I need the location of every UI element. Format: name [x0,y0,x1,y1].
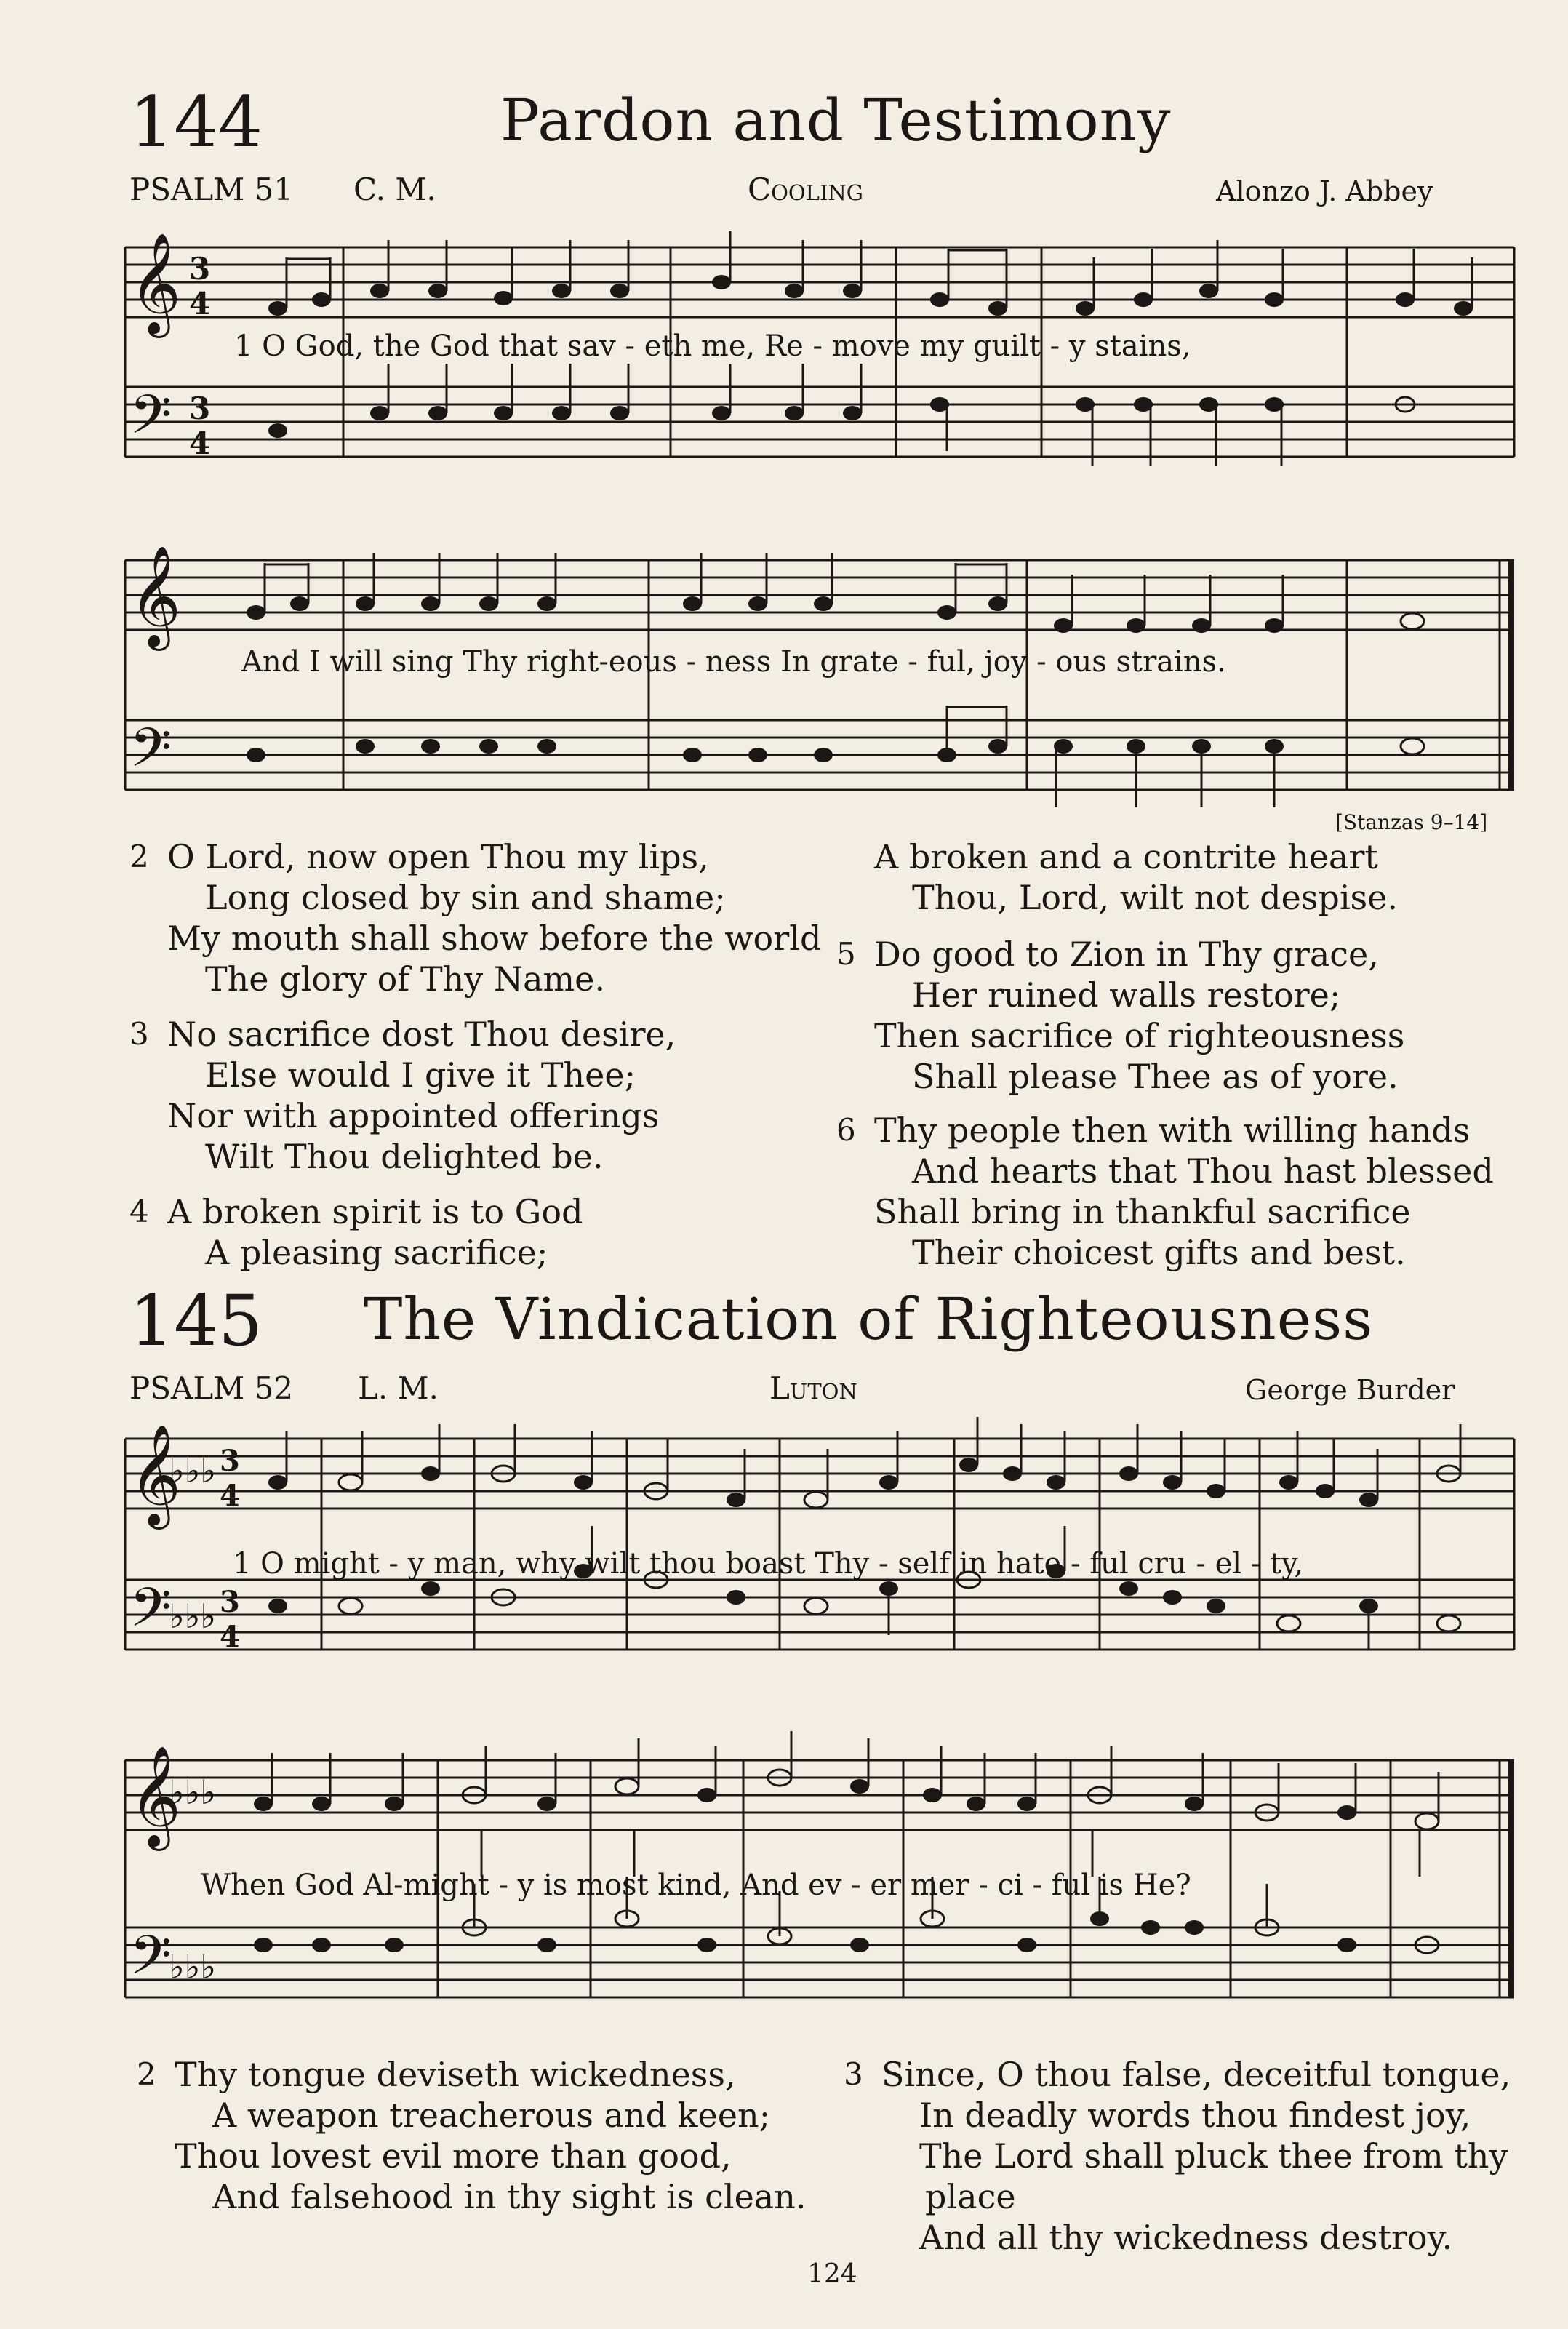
stanza-line: Thou, Lord, wilt not despise. [912,878,1399,917]
stanza-line: The glory of Thy Name. [205,959,606,999]
hymn-number: 144 [129,81,263,163]
svg-text:𝄞: 𝄞 [129,1424,181,1525]
stanza-line: The Lord shall pluck thee from thy [919,2136,1508,2176]
stanza-number: 6 [836,1112,856,1148]
svg-text:3: 3 [189,251,211,287]
composer-name: Alonzo J. Abbey [1216,175,1433,207]
stanza-line: Nor with appointed offerings [167,1096,660,1135]
stanza-line: A weapon treacherous and keen; [212,2096,771,2135]
stanza-line: And falsehood in thy sight is clean. [212,2177,807,2216]
stanza-number: 2 [137,2056,156,2092]
svg-text:𝄞: 𝄞 [129,1746,181,1847]
svg-text:4: 4 [220,1620,240,1654]
stanza-line: Shall bring in thankful sacrifice [874,1192,1411,1231]
stanza-line: A pleasing sacrifice; [205,1233,548,1272]
svg-text:♭♭♭: ♭♭♭ [169,1773,217,1812]
stanza-line: place [925,2177,1016,2216]
svg-text:♭♭♭: ♭♭♭ [169,1451,217,1490]
stanza-reference: [Stanzas 9–14] [1335,810,1488,834]
svg-text:3: 3 [220,1585,240,1619]
stanza-4-continued [874,836,1398,918]
stanza-line: A broken and a contrite heart [874,837,1378,876]
stanza-line: Since, O thou false, deceitful tongue, [881,2055,1511,2094]
stanza-number: 4 [129,1194,149,1229]
meter-label: C. M. [353,172,436,207]
svg-text:♭♭♭: ♭♭♭ [169,1947,217,1986]
stanza-line: And hearts that Thou hast blessed [912,1151,1494,1191]
lyric-line: 1 O God, the God that sav - eth me, Re - move my guilt - y stains, [234,329,1191,363]
svg-text:3: 3 [189,391,211,426]
lyric-line: And I will sing Thy right-eous - ness In grate - ful, joy - ous strains. [241,645,1226,679]
svg-text:𝄢: 𝄢 [129,1924,172,2000]
svg-text:4: 4 [189,286,211,321]
stanza-line: No sacrifice dost Thou desire, [167,1015,676,1054]
svg-text:4: 4 [220,1479,240,1513]
stanza-number: 3 [129,1016,149,1052]
stanza-line: Shall please Thee as of yore. [912,1057,1399,1096]
stanza-line: Thy people then with willing hands [874,1111,1471,1150]
lyric-line: When God Al-might - y is most kind, And ev - er mer - ci - ful is He? [201,1869,1191,1902]
stanza-line: Then sacrifice of righteousness [874,1016,1405,1055]
stanza-line: O Lord, now open Thou my lips, [167,837,709,876]
stanza-3 [844,2054,1511,2258]
stanza-number: 3 [844,2056,863,2092]
stanza-2 [129,836,822,999]
stanza-line: Wilt Thou delighted be. [205,1137,604,1176]
svg-text:4: 4 [189,426,211,461]
stanza-line: Do good to Zion in Thy grace, [874,935,1379,974]
stanza-number: 2 [129,839,149,874]
svg-text:𝄢: 𝄢 [129,1576,172,1653]
stanza-line: A broken spirit is to God [167,1192,583,1231]
stanza-line: Else would I give it Thee; [205,1055,636,1095]
stanza-line: And all thy wickedness destroy. [919,2218,1453,2257]
meter-label: L. M. [358,1370,439,1406]
psalm-label: PSALM 52 [129,1370,294,1406]
svg-text:𝄢: 𝄢 [129,716,172,793]
hymn-title: The Vindication of Righteousness [364,1285,1374,1353]
stanza-line: My mouth shall show before the world [167,919,822,958]
stanza-6 [836,1110,1494,1273]
tune-name: Luton [769,1370,857,1406]
stanza-number: 5 [836,936,856,972]
page-number: 124 [807,2259,857,2289]
svg-text:♭♭♭: ♭♭♭ [169,1597,217,1636]
stanza-4 [129,1191,583,1273]
svg-text:3: 3 [220,1444,240,1478]
stanza-line: Thou lovest evil more than good, [175,2136,732,2176]
stanza-line: Thy tongue deviseth wickedness, [175,2055,736,2094]
stanza-3 [129,1014,676,1177]
svg-text:𝄞: 𝄞 [129,233,181,334]
stanza-line: Long closed by sin and shame; [205,878,726,917]
lyric-line: 1 O might - y man, why wilt thou boast Thy - self in hate - ful cru - el - ty, [233,1547,1304,1581]
hymn-number: 145 [129,1280,263,1362]
stanza-line: Her ruined walls restore; [912,975,1341,1015]
stanza-line: In deadly words thou findest joy, [919,2096,1471,2135]
psalm-label: PSALM 51 [129,172,294,207]
stanza-2 [137,2054,807,2217]
svg-text:𝄞: 𝄞 [129,546,181,647]
stanza-line: Their choicest gifts and best. [912,1233,1406,1272]
tune-name: Cooling [748,172,863,207]
stanza-5 [836,934,1405,1097]
hymn-title: Pardon and Testimony [500,87,1172,154]
svg-text:𝄢: 𝄢 [129,383,172,460]
composer-name: George Burder [1245,1374,1455,1406]
